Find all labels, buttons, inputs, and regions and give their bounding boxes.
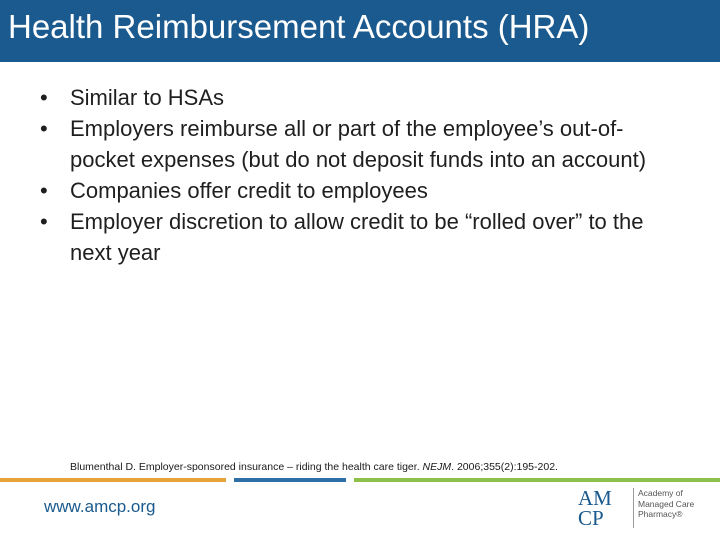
logo-line-1: AM — [578, 486, 612, 510]
logo-org-line: Academy of — [638, 488, 683, 498]
bullet-dot: • — [40, 116, 48, 141]
bullet-dot: • — [40, 85, 48, 110]
citation-details: . 2006;355(2):195-202. — [451, 461, 558, 473]
bullet-item — [30, 82, 680, 113]
logo-org-name — [638, 488, 708, 520]
logo-org-line: Pharmacy® — [638, 509, 683, 519]
bullet-text: Employers reimburse all or part of the employee’s out-of-pocket expenses (but do not deposit funds into an account) — [70, 116, 647, 172]
bullet-dot: • — [40, 178, 48, 203]
citation-text: Blumenthal D. Employer-sponsored insurance – riding the health care tiger. — [70, 461, 423, 473]
bullet-item — [30, 175, 680, 206]
footer-url[interactable]: www.amcp.org — [44, 497, 156, 516]
slide-title: Health Reimbursement Accounts (HRA) — [8, 8, 590, 45]
divider-segment-blue — [234, 478, 346, 482]
bullet-list — [30, 82, 680, 268]
amcp-logo — [574, 486, 704, 530]
bullet-item — [30, 206, 680, 268]
logo-monogram — [574, 488, 630, 528]
bullet-text: Companies offer credit to employees — [70, 178, 428, 203]
divider-segment-orange — [0, 478, 226, 482]
divider-segment-green — [354, 478, 720, 482]
bullet-item — [30, 113, 680, 175]
bullet-text: Similar to HSAs — [70, 85, 225, 110]
title-bar — [0, 0, 720, 62]
bullet-dot: • — [40, 209, 48, 234]
logo-divider — [633, 488, 634, 528]
citation-journal: NEJM — [422, 461, 452, 473]
logo-org-line: Managed Care — [638, 498, 695, 509]
bullet-text: Employer discretion to allow credit to be “rolled over” to the next year — [70, 209, 644, 265]
citation — [70, 461, 558, 473]
logo-line-2: CP — [578, 506, 604, 530]
